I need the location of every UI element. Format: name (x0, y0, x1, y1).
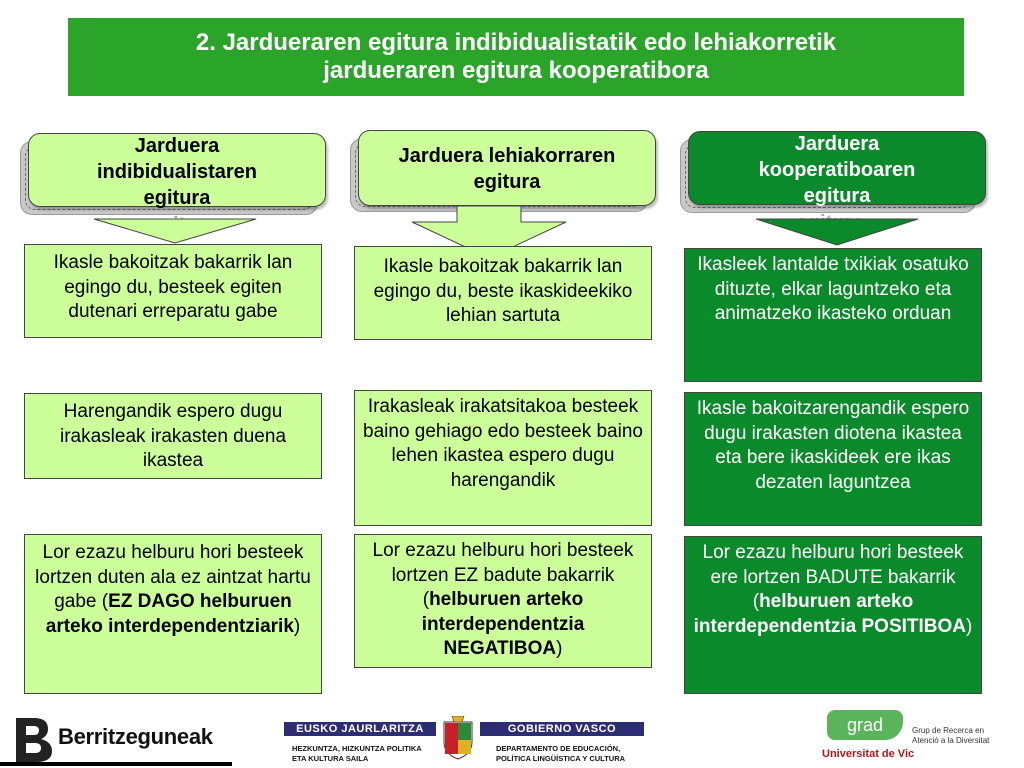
box-text: Lor ezazu helburu hori besteek lortzen EZ badute bakarrik ( (372, 540, 634, 610)
basque-coat-of-arms-icon (442, 716, 474, 760)
box-individual-2 (24, 393, 322, 479)
berritzeguneak-name: Berritzeguneak (58, 724, 213, 749)
header-individual-line-3: egitura (143, 187, 211, 209)
header-cooperative-line-3: egitura (803, 185, 871, 207)
title-line-2: jardueraren egitura kooperatibora (323, 57, 709, 84)
arrow-down-cooperative (754, 205, 920, 247)
header-individual (28, 133, 326, 207)
berritzeguneak-logo-icon (12, 716, 56, 762)
ej-dept-eu-line-2: ETA KULTURA SAILA (292, 754, 369, 763)
title-line-1: 2. Jardueraren egitura indibidualistatik edo lehiakorretik (195, 29, 837, 56)
box-text: Ikasleek lantalde txikiak osatuko dituzte, elkar laguntzeko eta animatzeko ikasteko orduan (697, 254, 969, 324)
header-cooperative-line-2: kooperatiboaren (758, 159, 916, 181)
box-cooperative-3 (684, 536, 982, 694)
box-text-bold: helburuen arteko interdependentzia NEGATIBOA (421, 589, 585, 659)
header-competitive (358, 130, 656, 206)
box-text: Ikasle bakoitzarengandik espero dugu irakasten diotena ikastea eta bere ikaskideek ere ikas dezaten laguntzea (696, 398, 970, 493)
box-text: Harengandik espero dugu irakasleak irakasten duena ikastea (59, 401, 287, 471)
box-individual-3 (24, 534, 322, 694)
box-competitive-2 (354, 390, 652, 526)
box-text: Lor ezazu helburu hori besteek lortzen duten ala ez aintzat hartu gabe ( (35, 542, 311, 612)
ej-left-bar: EUSKO JAURLARITZA (284, 722, 436, 736)
ej-dept-es-line-1: DEPARTAMENTO DE EDUCACIÓN, (496, 744, 621, 753)
header-cooperative (688, 131, 986, 205)
box-text: ) (556, 638, 563, 659)
header-individual-line-1: Jarduera (134, 135, 220, 157)
box-text-bold: EZ DAGO helburuen arteko interdependentziarik (45, 591, 294, 637)
box-competitive-3 (354, 534, 652, 668)
box-cooperative-2 (684, 392, 982, 526)
eusko-jaurlaritza-logo (284, 716, 644, 766)
box-text: Irakasleak irakatsitakoa besteek baino gehiago edo besteek baino lehen ikastea espero dugu harengandik (363, 396, 643, 491)
box-text-bold: helburuen arteko interdependentzia POSITIBOA (693, 591, 967, 637)
ej-right-bar: GOBIERNO VASCO (480, 722, 644, 736)
box-text: ) (966, 615, 973, 637)
header-cooperative-line-1: Jarduera (794, 133, 880, 155)
box-text: Ikasle bakoitzak bakarrik lan egingo du, besteek egiten dutenari erreparatu gabe (53, 252, 293, 322)
header-individual-line-2: indibidualistaren (96, 161, 258, 183)
box-text: Ikasle bakoitzak bakarrik lan egingo du, beste ikaskideekiko lehian sartuta (373, 256, 633, 326)
footer-divider (0, 762, 232, 766)
box-individual-1 (24, 244, 322, 338)
ej-dept-es-line-2: POLÍTICA LINGÜÍSTICA Y CULTURA (496, 754, 626, 763)
page-title (68, 18, 964, 96)
grad-subtitle (912, 726, 989, 746)
header-competitive-line-2: egitura (473, 171, 541, 193)
grad-subtitle-line-2: Atenció a la Diversitat (912, 736, 990, 745)
grad-logo: grad (827, 710, 903, 740)
box-cooperative-1 (684, 248, 982, 382)
header-competitive-line-1: Jarduera lehiakorraren (398, 145, 616, 167)
box-text: ) (293, 615, 301, 637)
universitat-de-vic-label: Universitat de Vic (822, 748, 915, 760)
grad-subtitle-line-1: Grup de Recerca en (912, 726, 985, 735)
ej-dept-eu-line-1: HEZKUNTZA, HIZKUNTZA POLITIKA (292, 744, 422, 753)
box-competitive-1 (354, 246, 652, 340)
box-text: Lor ezazu helburu hori besteek ere lortzen BADUTE bakarrik ( (702, 542, 964, 612)
arrow-down-individual (92, 205, 258, 245)
